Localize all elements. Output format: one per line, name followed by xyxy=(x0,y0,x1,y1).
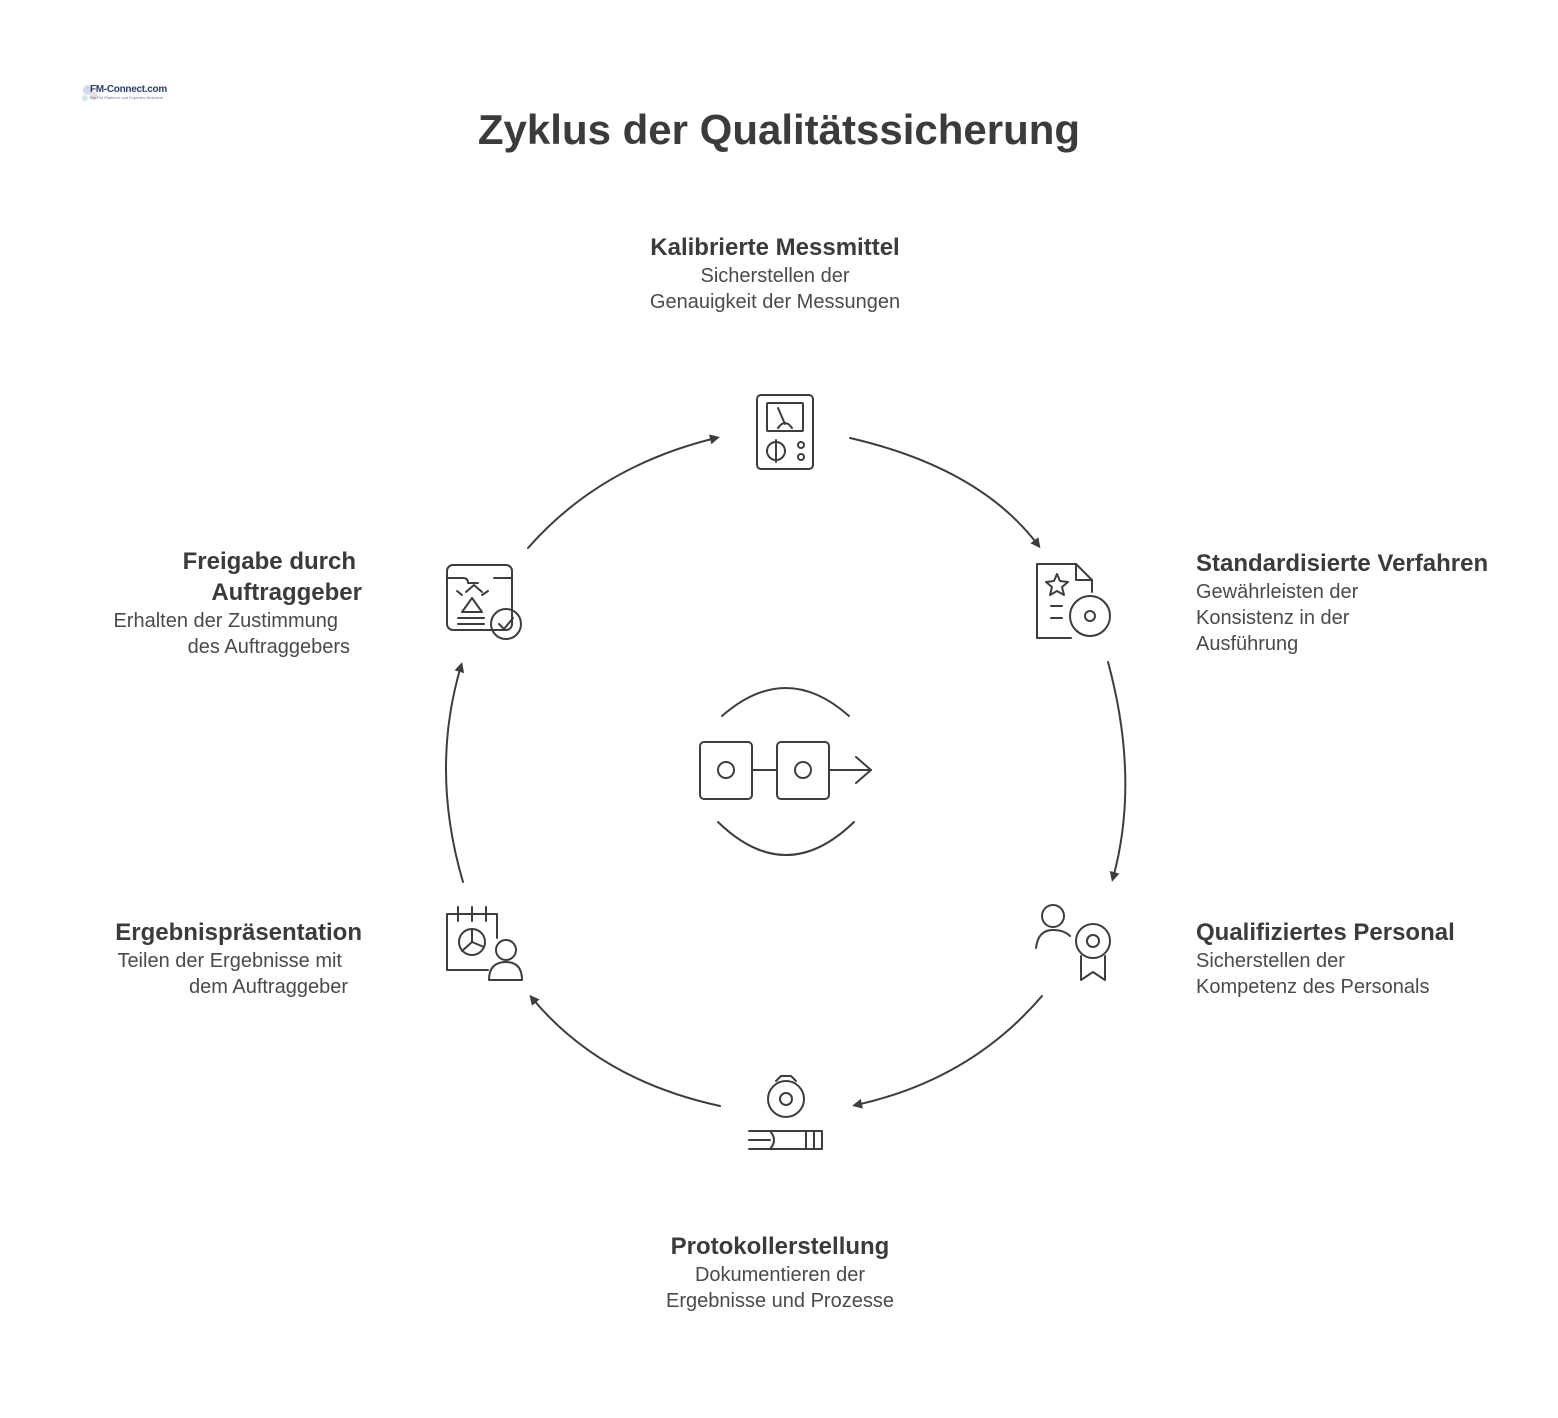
arrow-4-to-5 xyxy=(532,998,720,1106)
step-description-line: Dokumentieren der xyxy=(694,1264,866,1286)
step-heading: Qualifiziertes Personal xyxy=(1196,919,1455,946)
step-description-line: Erhalten der Zustimmung xyxy=(113,610,338,632)
arrow-1-to-2 xyxy=(850,438,1038,545)
step-description-line: Genauigkeit der Messungen xyxy=(649,291,901,313)
step-description-line: Gewährleisten der xyxy=(1196,581,1359,603)
step-client-approval xyxy=(62,546,362,660)
approval-check-icon xyxy=(447,565,521,639)
arrow-2-to-3 xyxy=(1108,662,1125,878)
step-description-line: dem Auftraggeber xyxy=(189,976,348,998)
step-heading: Kalibrierte Messmittel xyxy=(650,234,900,261)
step-qualified-personnel xyxy=(1196,917,1455,1000)
step-description-line: Teilen der Ergebnisse mit xyxy=(117,950,342,972)
step-heading: Auftraggeber xyxy=(211,579,362,606)
logo-subtext: Die FM-Plattform und Experten-Netzwerk xyxy=(90,95,164,100)
page-title: Zyklus der Qualitätssicherung xyxy=(477,106,1081,153)
step-heading: Standardisierte Verfahren xyxy=(1196,550,1489,577)
step-result-presentation xyxy=(62,917,362,1000)
calendar-chart-person-icon xyxy=(447,907,522,980)
arrow-6-to-1 xyxy=(528,438,716,548)
step-description-line: Konsistenz in der xyxy=(1196,607,1350,629)
logo-text: FM-Connect.com xyxy=(90,84,167,95)
step-protocol-creation xyxy=(630,1231,930,1314)
step-heading: Ergebnispräsentation xyxy=(115,919,362,946)
step-description-line: Ergebnisse und Prozesse xyxy=(666,1290,894,1312)
step-calibrated-instruments xyxy=(620,232,930,315)
cycle-process-icon xyxy=(700,688,871,855)
step-description-line: Sicherstellen der xyxy=(1196,950,1345,972)
gear-pen-icon xyxy=(749,1076,822,1149)
step-description-line: des Auftraggebers xyxy=(187,636,350,658)
step-description-line: Kompetenz des Personals xyxy=(1196,976,1430,998)
step-description-line: Sicherstellen der xyxy=(700,265,850,287)
arrow-5-to-6 xyxy=(446,666,463,882)
step-heading: Freigabe durch xyxy=(182,548,356,575)
document-gear-icon xyxy=(1037,564,1110,638)
step-standardized-procedures xyxy=(1196,548,1488,657)
meter-icon xyxy=(757,395,813,469)
person-award-icon xyxy=(1036,905,1110,980)
step-heading: Protokollerstellung xyxy=(670,1233,890,1260)
arrow-3-to-4 xyxy=(856,996,1042,1105)
step-description-line: Ausführung xyxy=(1196,633,1299,655)
